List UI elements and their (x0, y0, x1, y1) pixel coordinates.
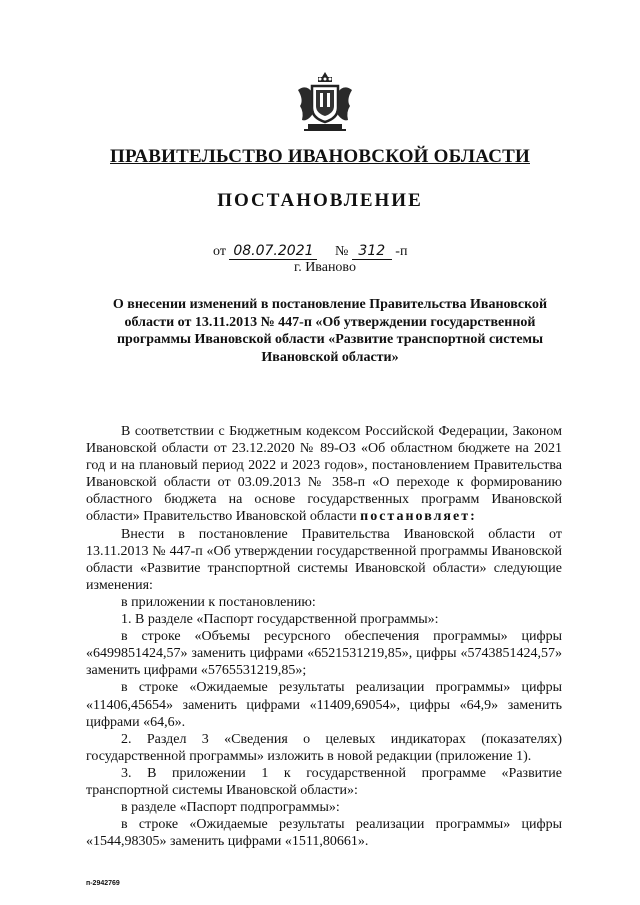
decree-word: постановляет: (360, 509, 477, 525)
paragraph-4: в строке «Объемы ресурсного обеспечения программы» цифры «6499851424,57» заменить цифрами «6521531219,85», цифры «5743851424,57» заменить цифрами «5765531219,85»; (86, 629, 562, 679)
date-prefix: от (213, 244, 226, 259)
document-type: ПОСТАНОВЛЕНИЕ (217, 190, 423, 211)
paragraph-1: Внести в постановление Правительства Ивановской области от 13.11.2013 № 447-п «Об утверждении государственной программы Ивановской области «Развитие транспортной системы Ивановской области» следующие изменения: (86, 526, 562, 593)
document-subject: О внесении изменений в постановление Правительства Ивановской области от 13.11.2013 № 447-п «Об утверждении государственной программы Ивановской области «Развитие транспортной системы Ивановской области» (112, 297, 548, 365)
document-code: п-2942769 (86, 880, 120, 887)
paragraph-3: 1. В разделе «Паспорт государственной программы»: (121, 612, 439, 628)
number-sign: № (334, 244, 349, 259)
paragraph-7: 3. В приложении 1 к государственной программе «Развитие транспортной системы Ивановской области»: (86, 765, 562, 798)
handwritten-date: 08.07.2021 (229, 243, 317, 260)
paragraph-8: в разделе «Паспорт подпрограммы»: (121, 800, 340, 816)
handwritten-number: 312 (352, 243, 392, 260)
government-title: ПРАВИТЕЛЬСТВО ИВАНОВСКОЙ ОБЛАСТИ (110, 146, 530, 167)
preamble-text: В соответствии с Бюджетным кодексом Российской Федерации, Законом Ивановской области от 23.12.2020 № 89-ОЗ «Об областном бюджете на 2021 год и на плановый период 2022 и 2023 годов», постановлением Правительства Ивановской области от 03.09.2013 № 358-п «О переходе к формированию областного бюджета на основе государственных программ Ивановской области» Правительство Ивановской области (86, 424, 562, 525)
date-number-row (213, 243, 407, 260)
paragraph-2: в приложении к постановлению: (121, 594, 316, 610)
body-preamble (86, 423, 562, 526)
number-suffix: -п (395, 244, 408, 259)
paragraph-6: 2. Раздел 3 «Сведения о целевых индикаторах (показателях) государственной программы» изложить в новой редакции (приложение 1). (86, 731, 562, 764)
paragraph-5: в строке «Ожидаемые результаты реализации программы» цифры «11406,45654» заменить цифрами «11409,69054», цифры «64,9» заменить цифрами «64,6». (86, 680, 562, 730)
document-body (86, 423, 562, 850)
coat-of-arms-emblem (296, 70, 354, 136)
city: г. Иваново (294, 260, 356, 275)
paragraph-9: в строке «Ожидаемые результаты реализации программы» цифры «1544,98305» заменить цифрами «1511,80661». (86, 817, 562, 850)
